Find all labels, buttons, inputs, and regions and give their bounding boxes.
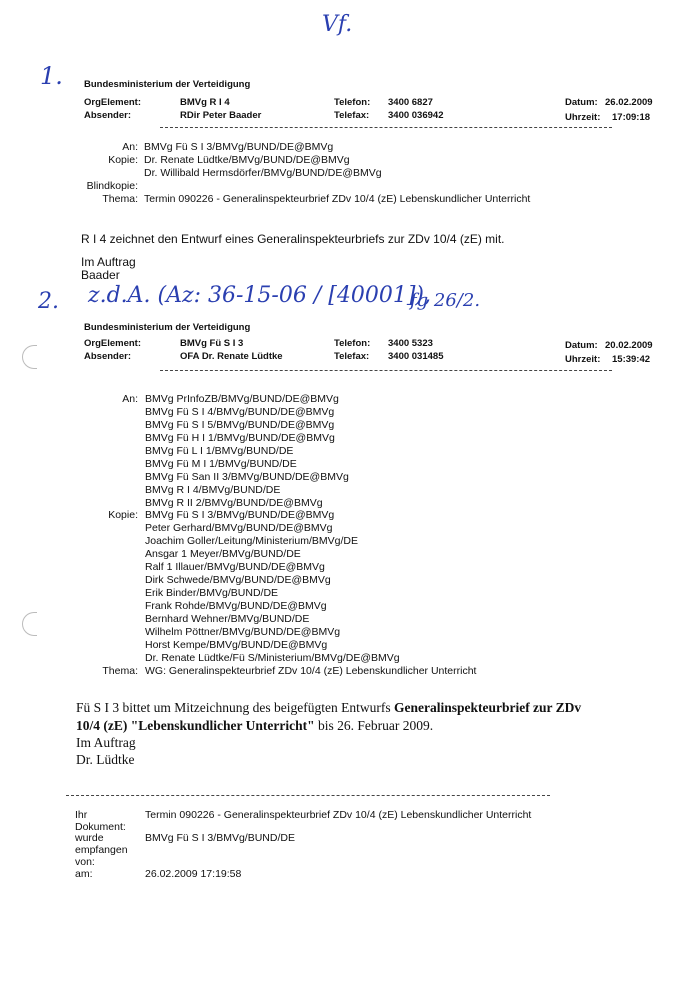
footer-am-value: 26.02.2009 17:19:58 <box>145 868 242 880</box>
msg1-date-label: Datum: <box>565 97 598 108</box>
msg2-sender-value: OFA Dr. Renate Lüdtke <box>180 351 283 362</box>
footer-recv-value: BMVg Fü S I 3/BMVg/BUND/DE <box>145 832 295 844</box>
footer-doc-label-1: Ihr <box>75 809 88 821</box>
msg2-body-part-c: 10/4 (zE) "Lebenskundlicher Unterricht" <box>76 718 315 733</box>
msg2-copy-label: Kopie: <box>108 509 138 521</box>
msg1-ministry: Bundesministerium der Verteidigung <box>84 79 251 90</box>
msg1-org-value: BMVg R I 4 <box>180 97 230 108</box>
msg2-sign-line2: Dr. Lüdtke <box>76 752 135 767</box>
msg1-bcc-label: Blindkopie: <box>86 180 138 192</box>
msg1-subject-label: Thema: <box>102 193 138 205</box>
msg2-tel-label: Telefon: <box>334 338 371 349</box>
msg1-copy-0: Dr. Renate Lüdtke/BMVg/BUND/DE@BMVg <box>144 154 350 166</box>
footer-divider <box>66 795 550 796</box>
msg2-copy-3: Ansgar 1 Meyer/BMVg/BUND/DE <box>145 548 301 560</box>
msg2-body-part-d: bis 26. Februar 2009. <box>314 718 434 733</box>
msg2-to-1: BMVg Fü S I 4/BMVg/BUND/DE@BMVg <box>145 406 335 418</box>
msg2-body-part-a: Fü S I 3 bittet um Mitzeichnung des beigefügten Entwurfs <box>76 700 394 715</box>
handwritten-top-mark: Vf. <box>322 12 353 37</box>
msg2-copy-1: Peter Gerhard/BMVg/BUND/DE@BMVg <box>145 522 333 534</box>
msg2-body-line2 <box>76 718 433 734</box>
msg1-subject: Termin 090226 - Generalinspekteurbrief ZDv 10/4 (zE) Lebenskundlicher Unterricht <box>144 193 531 205</box>
msg1-fax-label: Telefax: <box>334 110 370 121</box>
punch-hole <box>22 345 37 369</box>
msg1-tel-value: 3400 6827 <box>388 97 433 108</box>
msg2-copy-0: BMVg Fü S I 3/BMVg/BUND/DE@BMVg <box>145 509 335 521</box>
msg2-time-label: Uhrzeit: <box>565 354 601 365</box>
msg2-to-4: BMVg Fü L I 1/BMVg/BUND/DE <box>145 445 294 457</box>
footer-doc-value: Termin 090226 - Generalinspekteurbrief ZDv 10/4 (zE) Lebenskundlicher Unterricht <box>145 809 532 821</box>
msg1-time-label: Uhrzeit: <box>565 112 601 123</box>
msg2-fax-label: Telefax: <box>334 351 370 362</box>
msg2-sign-line1: Im Auftrag <box>76 735 136 750</box>
msg2-to-2: BMVg Fü S I 5/BMVg/BUND/DE@BMVg <box>145 419 335 431</box>
msg2-date-value: 20.02.2009 <box>605 340 653 351</box>
footer-doc-label-2: Dokument: <box>75 821 126 833</box>
msg2-to-3: BMVg Fü H I 1/BMVg/BUND/DE@BMVg <box>145 432 335 444</box>
msg1-sender-value: RDir Peter Baader <box>180 110 262 121</box>
msg2-subject-label: Thema: <box>102 665 138 677</box>
msg2-subject: WG: Generalinspekteurbrief ZDv 10/4 (zE) Lebenskundlicher Unterricht <box>145 665 477 677</box>
msg2-copy-10: Horst Kempe/BMVg/BUND/DE@BMVg <box>145 639 328 651</box>
msg2-header-divider <box>160 370 612 371</box>
footer-recv-label-1: wurde <box>75 832 104 844</box>
msg1-to-value: BMVg Fü S I 3/BMVg/BUND/DE@BMVg <box>144 141 334 153</box>
msg2-copy-2: Joachim Goller/Leitung/Ministerium/BMVg/DE <box>145 535 358 547</box>
msg2-copy-5: Dirk Schwede/BMVg/BUND/DE@BMVg <box>145 574 331 586</box>
msg2-to-7: BMVg R I 4/BMVg/BUND/DE <box>145 484 281 496</box>
msg2-fax-value: 3400 031485 <box>388 351 444 362</box>
msg1-sign-line1: Im Auftrag <box>81 255 136 269</box>
msg1-copy-label: Kopie: <box>108 154 138 166</box>
msg1-copy-1: Dr. Willibald Hermsdörfer/BMVg/BUND/DE@BMVg <box>144 167 382 179</box>
msg1-date-value: 26.02.2009 <box>605 97 653 108</box>
msg2-to-8: BMVg R II 2/BMVg/BUND/DE@BMVg <box>145 497 323 509</box>
msg2-tel-value: 3400 5323 <box>388 338 433 349</box>
punch-hole <box>22 612 37 636</box>
msg2-sender-label: Absender: <box>84 351 131 362</box>
msg2-org-value: BMVg Fü S I 3 <box>180 338 244 349</box>
msg2-time-value: 15:39:42 <box>612 354 651 365</box>
msg2-copy-4: Ralf 1 Illauer/BMVg/BUND/DE@BMVg <box>145 561 325 573</box>
msg1-fax-value: 3400 036942 <box>388 110 444 121</box>
handwritten-zda-note: z.d.A. (Az: 36-15-06 / [40001]), <box>88 283 431 308</box>
msg2-date-label: Datum: <box>565 340 598 351</box>
msg2-to-6: BMVg Fü San II 3/BMVg/BUND/DE@BMVg <box>145 471 349 483</box>
msg2-body-line1 <box>76 700 581 716</box>
msg1-time-value: 17:09:18 <box>612 112 651 123</box>
msg1-header-divider <box>160 127 612 128</box>
msg2-ministry: Bundesministerium der Verteidigung <box>84 322 251 333</box>
msg1-tel-label: Telefon: <box>334 97 371 108</box>
msg2-copy-9: Wilhelm Pöttner/BMVg/BUND/DE@BMVg <box>145 626 341 638</box>
msg2-body-part-b: Generalinspekteurbrief zur ZDv <box>393 700 582 715</box>
msg2-to-label: An: <box>122 393 138 405</box>
msg2-to-0: BMVg PrInfoZB/BMVg/BUND/DE@BMVg <box>145 393 339 405</box>
msg1-sender-label: Absender: <box>84 110 131 121</box>
msg2-copy-11: Dr. Renate Lüdtke/Fü S/Ministerium/BMVg/DE@BMVg <box>145 652 400 664</box>
msg1-to-label: An: <box>122 141 138 153</box>
handwritten-number-1: 1. <box>40 62 63 90</box>
msg2-org-label: OrgElement: <box>84 338 142 349</box>
msg1-sign-line2: Baader <box>81 268 120 282</box>
handwritten-number-2: 2. <box>38 289 59 314</box>
footer-am-label: am: <box>75 868 93 880</box>
msg2-copy-6: Erik Binder/BMVg/BUND/DE <box>145 587 279 599</box>
msg2-copy-7: Frank Rohde/BMVg/BUND/DE@BMVg <box>145 600 327 612</box>
footer-recv-label-3: von: <box>75 856 95 868</box>
msg2-copy-8: Bernhard Wehner/BMVg/BUND/DE <box>145 613 310 625</box>
msg2-to-5: BMVg Fü M I 1/BMVg/BUND/DE <box>145 458 297 470</box>
handwritten-initials: fg 26/2. <box>410 290 481 311</box>
footer-recv-label-2: empfangen <box>75 844 128 856</box>
msg1-org-label: OrgElement: <box>84 97 142 108</box>
msg1-body: R I 4 zeichnet den Entwurf eines Generalinspekteurbriefs zur ZDv 10/4 (zE) mit. <box>81 232 505 246</box>
